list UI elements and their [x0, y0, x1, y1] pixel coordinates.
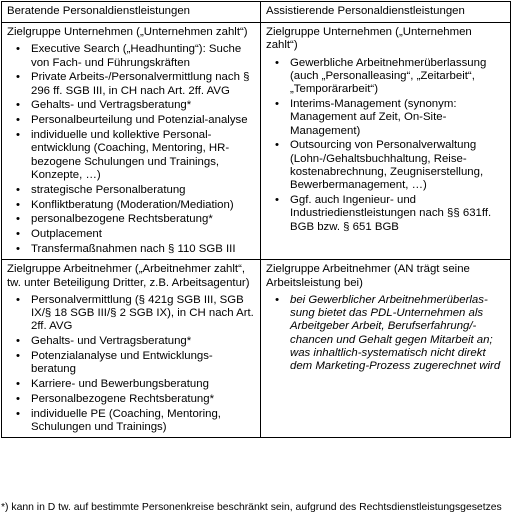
list-item: • Potenzialanalyse und Entwicklungs-beratung [31, 350, 255, 377]
list-item: • individuelle PE (Coaching, Mentoring, Schulungen und Trainings) [31, 408, 255, 435]
list-item: • Karriere- und Bewerbungsberatung [31, 378, 255, 391]
list-item: • Personalbeurteilung und Potenzial-analyse [31, 114, 255, 127]
list-item: • Executive Search („Headhunting“): Suche von Fach- und Führungskräften [31, 43, 255, 70]
service-list [7, 43, 255, 256]
list-item: • Outplacement [31, 228, 255, 241]
list-item: • Personalvermittlung (§ 421g SGB III, SGB IX/§ 18 SGB III/§ 2 SGB IX), in CH nach Art. 2ff. AVG [31, 294, 255, 334]
service-list [266, 294, 505, 374]
list-item: • Konfliktberatung (Moderation/Mediation) [31, 199, 255, 212]
row-arbeitnehmer [2, 260, 511, 438]
cell-assistierende-arbeitnehmer [261, 260, 511, 438]
list-item: • Gehalts- und Vertragsberatung* [31, 99, 255, 112]
services-table [1, 1, 511, 438]
cell-beratende-unternehmen [2, 23, 261, 260]
list-item: • bei Gewerblicher Arbeitnehmerüberlas-sung bietet das PDL-Unternehmen als Arbeitgeber Arbeit, Berufserfahrung/-chancen und Gehalt gegen Mitarbeit an; was inhaltlich-systematisch nicht direkt dem Marketing-Prozess zugerechnet wird [290, 294, 505, 374]
header-row [2, 2, 511, 23]
cell-beratende-arbeitnehmer [2, 260, 261, 438]
group-heading: Zielgruppe Arbeitnehmer (AN trägt seine Arbeitsleistung bei) [266, 263, 470, 289]
list-item: • Transfermaßnahmen nach § 110 SGB III [31, 243, 255, 256]
service-list [7, 294, 255, 434]
list-item: • Outsourcing von Personalverwaltung (Lohn-/Gehaltsbuchhaltung, Reise-kostenabrechnung, Zeugniserstellung, Bewerbermanagement, …) [290, 139, 505, 192]
list-item: • Personalbezogene Rechtsberatung* [31, 393, 255, 406]
group-heading: Zielgruppe Unternehmen („Unternehmen zahlt“) [266, 26, 472, 52]
list-item: • Gehalts- und Vertragsberatung* [31, 335, 255, 348]
list-item: • Gewerbliche Arbeitnehmerüberlassung (auch „Personalleasing“, „Zeitarbeit“, „Temporärarbeit“) [290, 57, 505, 97]
service-list [266, 57, 505, 234]
list-item: • strategische Personalberatung [31, 184, 255, 197]
list-item: • personalbezogene Rechtsberatung* [31, 213, 255, 226]
list-item: • individuelle und kollektive Personal-entwicklung (Coaching, Mentoring, HR-bezogene Schulungen und Trainings, Konzepte, …) [31, 129, 255, 182]
header-assistierende: Assistierende Personaldienstleistungen [261, 2, 511, 23]
list-item: • Ggf. auch Ingenieur- und Industriedienstleistungen nach §§ 631ff. BGB bzw. § 651 BGB [290, 194, 505, 234]
cell-assistierende-unternehmen [261, 23, 511, 260]
header-beratende: Beratende Personaldienstleistungen [2, 2, 261, 23]
row-unternehmen [2, 23, 511, 260]
footnote: *) kann in D tw. auf bestimmte Personenkreise beschränkt sein, aufgrund des Rechtsdienstleistungsgesetzes [1, 502, 502, 513]
list-item: • Interims-Management (synonym: Management auf Zeit, On-Site-Management) [290, 98, 505, 138]
list-item: • Private Arbeits-/Personalvermittlung nach § 296 ff. SGB III, in CH nach Art. 2ff. AVG [31, 71, 255, 98]
group-heading: Zielgruppe Arbeitnehmer („Arbeitnehmer zahlt“, tw. unter Beteiligung Dritter, z.B. Arbeitsagentur) [7, 263, 250, 289]
group-heading: Zielgruppe Unternehmen („Unternehmen zahlt“) [7, 26, 248, 38]
